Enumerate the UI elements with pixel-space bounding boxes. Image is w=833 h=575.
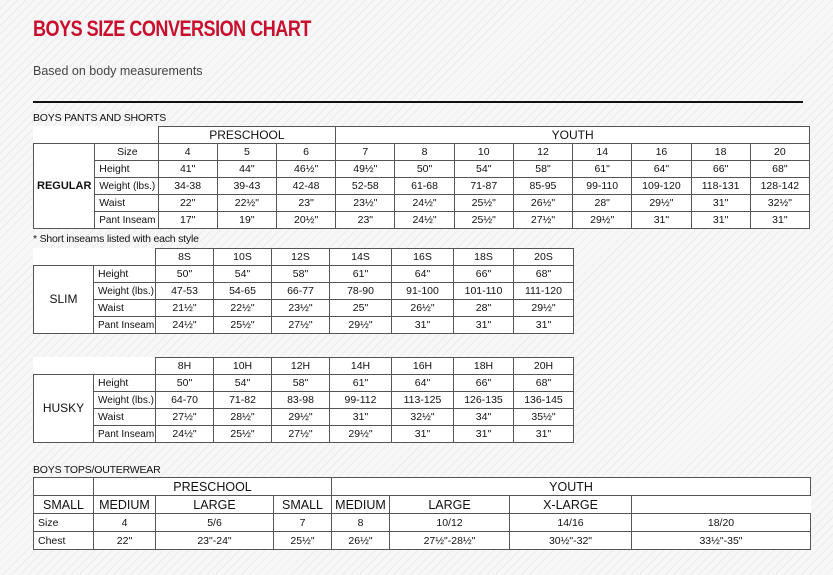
value-cell: 83-98 xyxy=(272,392,330,409)
size-cell: 20 xyxy=(750,144,809,161)
value-cell: 25½" xyxy=(454,212,513,229)
value-cell: 118-131 xyxy=(691,178,750,195)
slim-size-table xyxy=(33,248,574,334)
value-cell: 31" xyxy=(514,426,574,443)
value-cell: 31" xyxy=(330,409,392,426)
table-row xyxy=(34,283,574,300)
value-cell: 22" xyxy=(94,532,156,550)
row-label: Weight (lbs.) xyxy=(94,283,156,300)
husky-group-label: HUSKY xyxy=(34,375,94,443)
size-name-header: LARGE xyxy=(156,496,274,514)
row-label: Pant Inseam xyxy=(94,426,156,443)
size-cell: 20H xyxy=(514,358,574,375)
value-cell: 54-65 xyxy=(214,283,272,300)
value-cell: 64" xyxy=(392,266,454,283)
value-cell: 85-95 xyxy=(513,178,572,195)
size-cell: 16 xyxy=(632,144,691,161)
value-cell: 64" xyxy=(392,375,454,392)
size-name-header: MEDIUM xyxy=(332,496,390,514)
table-row xyxy=(34,300,574,317)
value-cell: 61" xyxy=(573,161,632,178)
table-row xyxy=(34,212,810,229)
value-cell: 78-90 xyxy=(330,283,392,300)
value-cell: 34-38 xyxy=(158,178,217,195)
value-cell: 8 xyxy=(332,514,390,532)
tops-corner xyxy=(34,478,94,496)
size-cell: 4 xyxy=(158,144,217,161)
value-cell: 29½" xyxy=(514,300,574,317)
table-row xyxy=(34,514,811,532)
size-name-header: LARGE xyxy=(390,496,510,514)
tops-youth-header: YOUTH xyxy=(332,478,811,496)
size-cell: 10 xyxy=(454,144,513,161)
tops-size-table xyxy=(33,477,811,550)
value-cell: 24½" xyxy=(395,195,454,212)
table-row xyxy=(34,409,574,426)
value-cell: 33½"-35" xyxy=(632,532,811,550)
row-label: Weight (lbs.) xyxy=(95,178,158,195)
value-cell: 71-87 xyxy=(454,178,513,195)
size-cell: 8 xyxy=(395,144,454,161)
row-label: Height xyxy=(95,161,158,178)
table-row xyxy=(34,195,810,212)
value-cell: 25½" xyxy=(214,426,272,443)
header-row xyxy=(34,249,574,266)
value-cell: 61" xyxy=(330,266,392,283)
page-subtitle: Based on body measurements xyxy=(33,64,203,78)
table-corner xyxy=(34,249,156,266)
size-cell: 14 xyxy=(573,144,632,161)
value-cell: 128-142 xyxy=(750,178,809,195)
value-cell: 66" xyxy=(691,161,750,178)
value-cell: 58" xyxy=(272,375,330,392)
value-cell: 66" xyxy=(454,266,514,283)
value-cell: 28" xyxy=(573,195,632,212)
value-cell: 27½"-28½" xyxy=(390,532,510,550)
preschool-header: PRESCHOOL xyxy=(158,127,336,144)
value-cell: 29½" xyxy=(573,212,632,229)
table-row xyxy=(34,317,574,334)
value-cell: 31" xyxy=(454,317,514,334)
value-cell: 28½" xyxy=(214,409,272,426)
value-cell: 35½" xyxy=(514,409,574,426)
value-cell: 27½" xyxy=(156,409,214,426)
row-label: Height xyxy=(94,266,156,283)
value-cell: 17" xyxy=(158,212,217,229)
table-row xyxy=(34,532,811,550)
value-cell: 22½" xyxy=(217,195,276,212)
size-cell: 12S xyxy=(272,249,330,266)
value-cell: 64-70 xyxy=(156,392,214,409)
size-cell: 14S xyxy=(330,249,392,266)
row-label: Waist xyxy=(94,409,156,426)
value-cell: 101-110 xyxy=(454,283,514,300)
value-cell: 22" xyxy=(158,195,217,212)
value-cell: 47-53 xyxy=(156,283,214,300)
value-cell: 7 xyxy=(274,514,332,532)
value-cell: 32½" xyxy=(392,409,454,426)
table-row xyxy=(34,266,574,283)
value-cell: 27½" xyxy=(272,426,330,443)
size-name-header: SMALL xyxy=(274,496,332,514)
youth-header: YOUTH xyxy=(336,127,810,144)
value-cell: 42-48 xyxy=(276,178,335,195)
value-cell: 61" xyxy=(330,375,392,392)
size-cell: 14H xyxy=(330,358,392,375)
value-cell: 66" xyxy=(454,375,514,392)
page-title: BOYS SIZE CONVERSION CHART xyxy=(33,16,311,41)
value-cell: 61-68 xyxy=(395,178,454,195)
size-cell: 8S xyxy=(156,249,214,266)
value-cell: 23" xyxy=(276,195,335,212)
value-cell: 31" xyxy=(514,317,574,334)
table-row xyxy=(34,161,810,178)
size-name-header: MEDIUM xyxy=(94,496,156,514)
tops-section-label: BOYS TOPS/OUTERWEAR xyxy=(33,464,161,476)
short-inseam-note: * Short inseams listed with each style xyxy=(33,233,199,245)
value-cell: 113-125 xyxy=(392,392,454,409)
value-cell: 30½"-32" xyxy=(510,532,632,550)
title-divider xyxy=(33,101,803,103)
value-cell: 27½" xyxy=(272,317,330,334)
value-cell: 64" xyxy=(632,161,691,178)
value-cell: 21½" xyxy=(156,300,214,317)
header-row xyxy=(34,496,811,514)
value-cell: 39-43 xyxy=(217,178,276,195)
table-row xyxy=(34,178,810,195)
size-cell: 18H xyxy=(454,358,514,375)
value-cell: 23½" xyxy=(272,300,330,317)
row-label: Waist xyxy=(94,300,156,317)
size-cell: 18 xyxy=(691,144,750,161)
value-cell: 26½" xyxy=(513,195,572,212)
value-cell: 31" xyxy=(632,212,691,229)
value-cell: 29½" xyxy=(272,409,330,426)
value-cell: 126-135 xyxy=(454,392,514,409)
value-cell: 23"-24" xyxy=(156,532,274,550)
size-cell: 6 xyxy=(276,144,335,161)
header-row xyxy=(34,358,574,375)
value-cell: 10/12 xyxy=(390,514,510,532)
value-cell: 50" xyxy=(156,375,214,392)
size-cell: 12 xyxy=(513,144,572,161)
value-cell: 29½" xyxy=(330,426,392,443)
value-cell: 54" xyxy=(214,266,272,283)
value-cell: 46½" xyxy=(276,161,335,178)
value-cell: 54" xyxy=(214,375,272,392)
row-label: Size xyxy=(95,144,158,161)
table-corner xyxy=(34,127,159,144)
size-cell: 16S xyxy=(392,249,454,266)
size-cell: 8H xyxy=(156,358,214,375)
table-row xyxy=(34,375,574,392)
value-cell: 44" xyxy=(217,161,276,178)
value-cell: 68" xyxy=(750,161,809,178)
value-cell: 26½" xyxy=(332,532,390,550)
value-cell: 34" xyxy=(454,409,514,426)
husky-size-table xyxy=(33,357,574,443)
value-cell: 99-112 xyxy=(330,392,392,409)
row-label: Height xyxy=(94,375,156,392)
value-cell: 24½" xyxy=(395,212,454,229)
row-label: Size xyxy=(34,514,94,532)
value-cell: 22½" xyxy=(214,300,272,317)
size-name-header: X-LARGE xyxy=(510,496,632,514)
value-cell: 31" xyxy=(392,426,454,443)
value-cell: 31" xyxy=(454,426,514,443)
value-cell: 41" xyxy=(158,161,217,178)
value-cell: 20½" xyxy=(276,212,335,229)
size-cell: 7 xyxy=(336,144,395,161)
value-cell: 28" xyxy=(454,300,514,317)
value-cell: 25" xyxy=(330,300,392,317)
size-name-header: SMALL xyxy=(34,496,94,514)
size-cell: 12H xyxy=(272,358,330,375)
row-label: Pant Inseam xyxy=(95,212,158,229)
value-cell: 27½" xyxy=(513,212,572,229)
value-cell: 24½" xyxy=(156,317,214,334)
value-cell: 29½" xyxy=(330,317,392,334)
value-cell: 23½" xyxy=(336,195,395,212)
value-cell: 99-110 xyxy=(573,178,632,195)
value-cell: 52-58 xyxy=(336,178,395,195)
value-cell: 25½" xyxy=(274,532,332,550)
size-cell: 10H xyxy=(214,358,272,375)
value-cell: 31" xyxy=(392,317,454,334)
value-cell: 50" xyxy=(395,161,454,178)
value-cell: 29½" xyxy=(632,195,691,212)
value-cell: 49½" xyxy=(336,161,395,178)
table-row xyxy=(34,144,810,161)
value-cell: 25½" xyxy=(214,317,272,334)
value-cell: 31" xyxy=(691,212,750,229)
tops-preschool-header: PRESCHOOL xyxy=(94,478,332,496)
size-cell: 16H xyxy=(392,358,454,375)
table-row xyxy=(34,392,574,409)
value-cell: 109-120 xyxy=(632,178,691,195)
value-cell: 4 xyxy=(94,514,156,532)
value-cell: 58" xyxy=(513,161,572,178)
value-cell: 68" xyxy=(514,266,574,283)
row-label: Waist xyxy=(95,195,158,212)
value-cell: 23" xyxy=(336,212,395,229)
size-cell: 18S xyxy=(454,249,514,266)
pants-section-label: BOYS PANTS AND SHORTS xyxy=(33,112,167,124)
size-cell: 20S xyxy=(514,249,574,266)
table-row xyxy=(34,426,574,443)
value-cell: 25½" xyxy=(454,195,513,212)
value-cell: 66-77 xyxy=(272,283,330,300)
value-cell: 5/6 xyxy=(156,514,274,532)
value-cell: 24½" xyxy=(156,426,214,443)
value-cell: 50" xyxy=(156,266,214,283)
value-cell: 31" xyxy=(750,212,809,229)
value-cell: 32½" xyxy=(750,195,809,212)
regular-group-label: REGULAR xyxy=(34,144,95,229)
value-cell: 136-145 xyxy=(514,392,574,409)
value-cell: 91-100 xyxy=(392,283,454,300)
value-cell: 18/20 xyxy=(632,514,811,532)
value-cell: 111-120 xyxy=(514,283,574,300)
value-cell: 19" xyxy=(217,212,276,229)
regular-size-table xyxy=(33,126,810,229)
value-cell: 26½" xyxy=(392,300,454,317)
value-cell: 68" xyxy=(514,375,574,392)
table-corner xyxy=(34,358,156,375)
row-label: Pant Inseam xyxy=(94,317,156,334)
row-label: Weight (lbs.) xyxy=(94,392,156,409)
slim-group-label: SLIM xyxy=(34,266,94,334)
value-cell: 14/16 xyxy=(510,514,632,532)
row-label: Chest xyxy=(34,532,94,550)
size-cell: 10S xyxy=(214,249,272,266)
value-cell: 71-82 xyxy=(214,392,272,409)
value-cell: 58" xyxy=(272,266,330,283)
value-cell: 31" xyxy=(691,195,750,212)
size-cell: 5 xyxy=(217,144,276,161)
value-cell: 54" xyxy=(454,161,513,178)
